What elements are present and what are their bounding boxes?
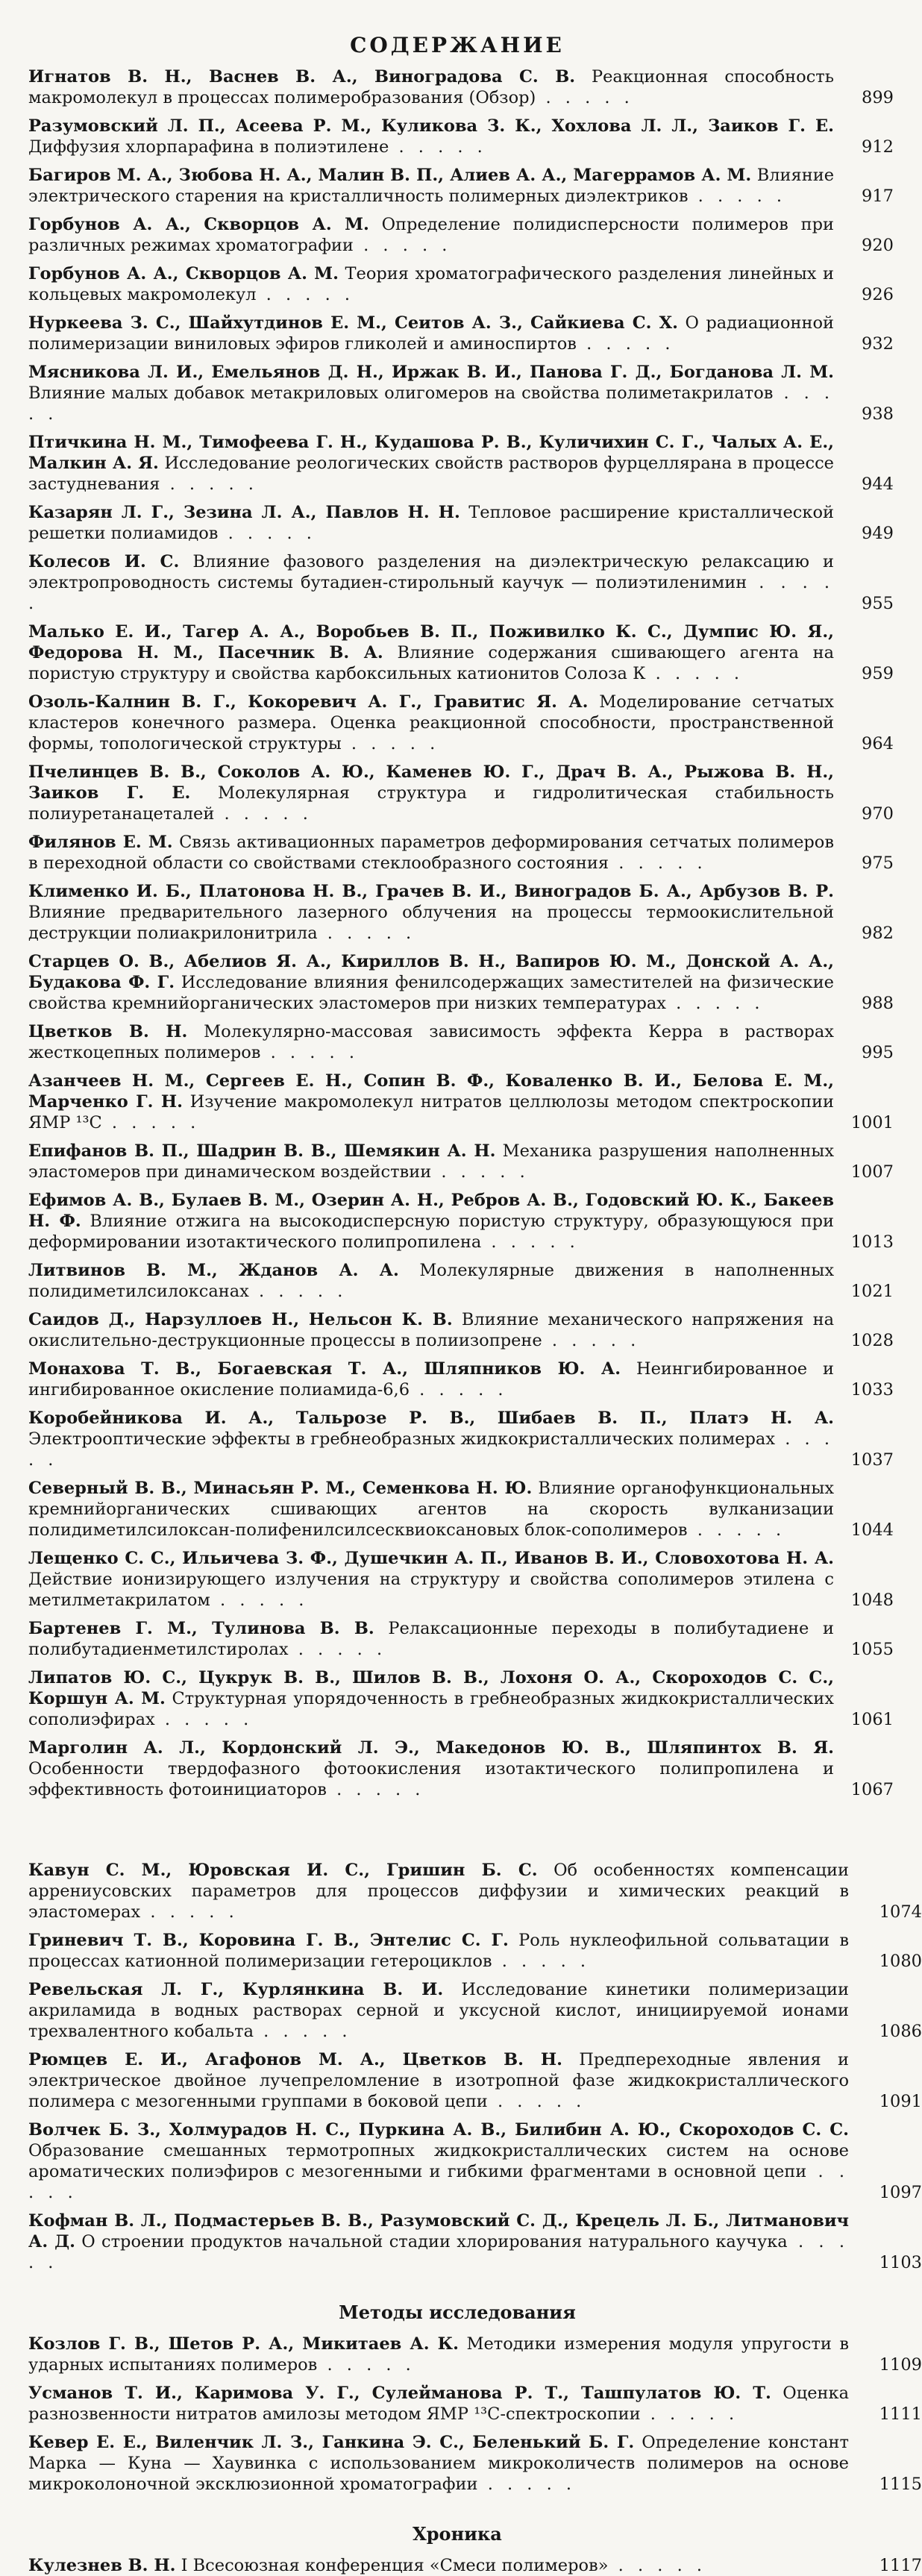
- entry-title: Моделирование сетчатых кластеров конечного размера. Оценка реакционной способности, пространственной формы, топологической структуры: [28, 692, 835, 753]
- entry-authors: Горбунов А. А., Скворцов А. М.: [28, 264, 339, 283]
- entry-title: Теория хроматографического разделения линейных и кольцевых макромолекул: [28, 264, 834, 304]
- entry-page-number: 912: [862, 137, 894, 157]
- entry-page-number: 1115: [879, 2475, 922, 2494]
- toc-entry-text: [28, 1260, 834, 1302]
- entry-authors: Азанчеев Н. М., Сергеев Е. Н., Сопин В. Ф., Коваленко В. И., Белова Е. М., Марченко Г. Н.: [28, 1071, 834, 1112]
- entry-authors: Кавун С. М., Юровская И. С., Гришин Б. С.: [28, 1861, 538, 1880]
- entry-title: Роль нуклеофильной сольватации в процессах катионной полимеризации гетероциклов: [28, 1931, 849, 1971]
- entry-title: Предпереходные явления и электрическое двойное лучепреломление в изотропной фазе жидкокристаллического полимера с мезогенными группами в боковой цепи: [28, 2050, 849, 2111]
- toc-entry-text: [28, 1548, 834, 1611]
- toc-entry-text: [28, 2119, 849, 2203]
- toc-entry: [28, 432, 894, 495]
- leader-dots: . . . . .: [609, 853, 707, 873]
- toc-entry: [28, 1141, 894, 1182]
- toc-entry: [28, 881, 894, 944]
- entry-title: Изучение макромолекул нитратов целлюлозы методом спектроскопии ЯМР ¹³С: [28, 1092, 835, 1132]
- entry-authors: Игнатов В. Н., Васнев В. А., Виноградова С. В.: [28, 67, 576, 87]
- leader-dots: . . . . .: [28, 573, 834, 613]
- toc-entry-text: [28, 362, 834, 424]
- entry-page-number: 949: [862, 524, 894, 543]
- entry-page-number: 1103: [879, 2253, 922, 2272]
- entry-authors: Старцев О. В., Абелиов Я. А., Кириллов В. Н., Вапиров Ю. М., Донской А. А., Будакова Ф. Г.: [28, 952, 834, 992]
- leader-dots: . . . . .: [687, 1520, 786, 1540]
- entry-page-number: 995: [862, 1043, 894, 1062]
- entry-authors: Кофман В. Л., Подмастерьев В. В., Разумовский С. Д., Крецель Л. Б., Литманович А. Д.: [28, 2211, 849, 2251]
- toc-entry-text: [28, 313, 834, 354]
- entry-authors: Монахова Т. В., Богаевская Т. А., Шляпников Ю. А.: [28, 1359, 621, 1379]
- toc-entry-text: [28, 502, 834, 544]
- toc-entry-text: [28, 2432, 849, 2495]
- leader-dots: . . . . .: [492, 1952, 591, 1971]
- entry-title: Влияние органофункциональных кремнийорганических сшивающих агентов на скорость вулканизации полидиметилсилоксан-полифенилсилсесквиоксановых блок-сополимеров: [28, 1479, 835, 1540]
- entry-authors: Багиров М. А., Зюбова Н. А., Малин В. П., Алиев А. А., Магеррамов А. М.: [28, 166, 752, 185]
- entry-authors: Пчелинцев В. В., Соколов А. Ю., Каменев Ю. Г., Драч В. А., Рыжова В. Н., Заиков Г. Е.: [28, 762, 834, 803]
- toc-entry-text: [28, 1021, 834, 1063]
- entry-page-number: 1117: [879, 2556, 922, 2575]
- entry-title: Молекулярно-массовая зависимость эффекта Керра в растворах жесткоцепных полимеров: [28, 1022, 834, 1062]
- entry-authors: Мясникова Л. И., Емельянов Д. Н., Иржак В. И., Панова Г. Д., Богданова Л. М.: [28, 363, 834, 382]
- leader-dots: . . . . .: [542, 1331, 641, 1350]
- toc-entry: [28, 2049, 922, 2112]
- entry-page-number: 920: [862, 236, 894, 255]
- toc-entry-text: [28, 621, 834, 684]
- entry-page-number: 975: [862, 853, 894, 873]
- entry-page-number: 1055: [850, 1640, 894, 1659]
- entry-authors: Казарян Л. Г., Зезина Л. А., Павлов Н. Н.: [28, 503, 460, 522]
- toc-entry-text: [28, 1618, 834, 1660]
- toc-entry-text: [28, 1358, 834, 1400]
- entry-page-number: 1021: [850, 1282, 894, 1301]
- entry-title: Связь активационных параметров деформирования сетчатых полимеров в переходной области со свойствами стеклообразного состояния: [28, 833, 834, 873]
- leader-dots: . . . . .: [536, 88, 634, 107]
- leader-dots: . . . . .: [28, 1429, 835, 1470]
- entry-page-number: 944: [862, 474, 894, 494]
- entry-authors: Саидов Д., Нарзуллоев Н., Нельсон К. В.: [28, 1310, 453, 1329]
- toc-entry: [28, 1930, 922, 1972]
- toc-entry: [28, 165, 894, 207]
- entry-page-number: 1013: [850, 1232, 894, 1252]
- toc-section-main: [28, 66, 894, 1800]
- leader-dots: . . . . .: [410, 1380, 508, 1400]
- toc-entry: [28, 362, 894, 424]
- entry-title: Определение полидисперсности полимеров при различных режимах хроматографии: [28, 215, 834, 255]
- toc-entry-text: [28, 116, 834, 157]
- entry-title: Определение констант Марка — Куна — Хаувинка с использованием микроколичеств полимеров на основе микроколоночной эксклюзионной хроматографии: [28, 2433, 849, 2494]
- toc-entry-text: [28, 951, 834, 1014]
- entry-title: Об особенностях компенсации аррениусовских параметров для процессов диффузии и химических реакций в эластомерах: [28, 1861, 850, 1922]
- entry-page-number: 1007: [850, 1162, 894, 1182]
- entry-title: Релаксационные переходы в полибутадиене и полибутадиенметилстиролах: [28, 1619, 834, 1659]
- entry-title: Действие ионизирующего излучения на структуру и свойства сополимеров этилена с метилметакрилатом: [28, 1570, 834, 1610]
- toc-entry-text: [28, 263, 834, 305]
- entry-authors: Коробейникова И. А., Тальрозе Р. В., Шибаев В. П., Платэ Н. А.: [28, 1408, 834, 1428]
- entry-title: Реакционная способность макромолекул в процессах полимеробразования (Обзор): [28, 67, 834, 107]
- entry-title: Влияние фазового разделения на диэлектрическую релаксацию и электропроводность системы бутадиен-стирольный каучук — полиэтиленимин: [28, 552, 834, 592]
- leader-dots: . . . . .: [210, 1591, 309, 1610]
- toc-entry-text: [28, 762, 834, 824]
- toc-entry: [28, 832, 894, 874]
- toc-entry-text: [28, 66, 834, 108]
- toc-entry: [28, 2210, 922, 2273]
- leader-dots: . . . . .: [101, 1113, 201, 1132]
- leader-dots: . . . . .: [248, 1282, 348, 1301]
- entry-page-number: 955: [862, 594, 894, 613]
- leader-dots: . . . . .: [481, 1232, 580, 1252]
- toc-entry: [28, 1979, 922, 2042]
- toc-entry: [28, 66, 894, 108]
- entry-title: Влияние предварительного лазерного облучения на процессы термоокислительной деструкции полиакрилонитрила: [28, 903, 834, 943]
- leader-dots: . . . . .: [431, 1162, 530, 1182]
- entry-page-number: 932: [862, 334, 894, 354]
- toc-entry: [28, 1408, 894, 1470]
- entry-title: Влияние малых добавок метакриловых олигомеров на свойства полиметакрилатов: [28, 383, 774, 403]
- entry-authors: Колесов И. С.: [28, 552, 180, 571]
- toc-entry: [28, 1190, 894, 1253]
- entry-page-number: 959: [862, 664, 894, 683]
- entry-title: Влияние электрического старения на кристалличность полимерных диэлектриков: [28, 166, 835, 206]
- entry-page-number: 1048: [850, 1591, 894, 1610]
- toc-entry-text: [28, 2049, 849, 2112]
- entry-authors: Козлов Г. В., Шетов Р. А., Микитаев А. К.: [28, 2334, 459, 2354]
- entry-title: Тепловое расширение кристаллической решетки полиамидов: [28, 503, 834, 543]
- toc-entry: [28, 2555, 922, 2576]
- entry-page-number: 1033: [850, 1380, 894, 1400]
- toc-entry: [28, 1860, 922, 1922]
- leader-dots: . . . . .: [688, 187, 787, 206]
- entry-title: Влияние содержания сшивающего агента на пористую структуру и свойства карбоксильных катионитов Солоза К: [28, 643, 834, 683]
- leader-dots: . . . . .: [326, 1780, 425, 1799]
- leader-dots: . . . . .: [160, 474, 258, 494]
- leader-dots: . . . . .: [28, 2232, 849, 2272]
- toc-entry: [28, 263, 894, 305]
- toc-entry-text: [28, 1071, 834, 1133]
- leader-dots: . . . . .: [389, 137, 487, 157]
- toc-entry-text: [28, 832, 834, 874]
- toc-entry-text: [28, 1408, 834, 1470]
- toc-entry-text: [28, 1667, 834, 1730]
- toc-entry-text: [28, 1141, 834, 1182]
- entry-title: Структурная упорядоченность в гребнеобразных жидкокристаллических сополиэфирах: [28, 1689, 834, 1729]
- toc-entry-text: [28, 1190, 834, 1253]
- toc-entry-text: [28, 2383, 849, 2425]
- entry-title: Образование смешанных термотропных жидкокристаллических систем на основе ароматических полиэфиров с мезогенными и гибкими фрагментами в основной цепи: [28, 2141, 849, 2181]
- entry-page-number: 970: [862, 804, 894, 824]
- toc-entry: [28, 214, 894, 256]
- entry-authors: Лещенко С. С., Ильичева З. Ф., Душечкин А. П., Иванов В. И., Словохотова Н. А.: [28, 1549, 834, 1568]
- entry-authors: Рюмцев Е. И., Агафонов М. А., Цветков В. Н.: [28, 2050, 562, 2069]
- toc-entry: [28, 1071, 894, 1133]
- entry-authors: Кевер Е. Е., Виленчик Л. З., Ганкина Э. С., Беленький Б. Г.: [28, 2433, 635, 2452]
- entry-authors: Бартенев Г. М., Тулинова В. В.: [28, 1619, 374, 1638]
- toc-entry: [28, 1737, 894, 1800]
- entry-page-number: 982: [862, 924, 894, 943]
- entry-page-number: 1091: [879, 2092, 922, 2111]
- toc-entry-text: [28, 432, 834, 495]
- leader-dots: . . . . .: [154, 1710, 254, 1729]
- toc-entry-text: [28, 1737, 834, 1800]
- entry-authors: Озоль-Калнин В. Г., Кокоревич А. Г., Гравитис Я. А.: [28, 692, 589, 712]
- toc-entry: [28, 762, 894, 824]
- toc-entry-text: [28, 1478, 834, 1541]
- entry-page-number: 1086: [879, 2022, 922, 2041]
- entry-title: Механика разрушения наполненных эластомеров при динамическом воздействии: [28, 1141, 835, 1182]
- section-gap: [28, 1808, 922, 1860]
- entry-authors: Филянов Е. М.: [28, 833, 173, 852]
- entry-page-number: 1061: [850, 1710, 894, 1729]
- toc-entry-text: [28, 1979, 849, 2042]
- entry-authors: Горбунов А. А., Скворцов А. М.: [28, 215, 369, 234]
- chronicle-heading: Хроника: [413, 2523, 502, 2545]
- leader-dots: . . . . .: [254, 2022, 352, 2041]
- toc-entry: [28, 1618, 894, 1660]
- leader-dots: . . . . .: [608, 2556, 707, 2575]
- toc-title: СОДЕРЖАНИЕ: [350, 33, 565, 57]
- entry-page-number: 1111: [879, 2404, 922, 2424]
- leader-dots: . . . . .: [487, 2092, 586, 2111]
- leader-dots: . . . . .: [28, 2162, 850, 2202]
- entry-title: О строении продуктов начальной стадии хлорирования натурального каучука: [81, 2232, 788, 2251]
- leader-dots: . . . . .: [341, 734, 440, 753]
- entry-page-number: 926: [862, 285, 894, 304]
- entry-title: Исследование реологических свойств растворов фурцеллярана в процессе застудневания: [28, 454, 834, 494]
- toc-entry: [28, 116, 894, 157]
- leader-dots: . . . . .: [477, 2475, 577, 2494]
- entry-authors: Кулезнев В. Н.: [28, 2556, 176, 2575]
- entry-title: Неингибированное и ингибированное окисление полиамида-6,6: [28, 1359, 835, 1400]
- entry-authors: Ревельская Л. Г., Курлянкина В. И.: [28, 1980, 444, 1999]
- toc-entry: [28, 1478, 894, 1541]
- leader-dots: . . . . .: [645, 664, 744, 683]
- entry-title: Оценка разнозвенности нитратов амилозы методом ЯМР ¹³С-спектроскопии: [28, 2384, 849, 2424]
- toc-entry: [28, 1548, 894, 1611]
- toc-entry-text: [28, 1309, 834, 1351]
- leader-dots: . . . . .: [317, 924, 416, 943]
- toc-section-continued: [28, 1860, 922, 2273]
- entry-authors: Цветков В. Н.: [28, 1022, 188, 1041]
- toc-entry: [28, 1667, 894, 1730]
- entry-authors: Разумовский Л. П., Асеева Р. М., Куликова З. К., Хохлова Л. Л., Заиков Г. Е.: [28, 116, 834, 136]
- toc-entry-text: [28, 1860, 849, 1922]
- entry-page-number: 1109: [879, 2355, 922, 2375]
- entry-authors: Ефимов А. В., Булаев В. М., Озерин А. Н., Ребров А. В., Годовский Ю. К., Бакеев Н. Ф.: [28, 1191, 834, 1231]
- toc-entry: [28, 1358, 894, 1400]
- toc-entry: [28, 2432, 922, 2495]
- entry-authors: Птичкина Н. М., Тимофеева Г. Н., Кудашова Р. В., Куличихин С. Г., Чалых А. Е., Малкин А. Я.: [28, 433, 834, 473]
- leader-dots: . . . . .: [666, 994, 765, 1013]
- leader-dots: . . . . .: [576, 334, 675, 354]
- leader-dots: . . . . .: [140, 1902, 239, 1922]
- leader-dots: . . . . .: [260, 1043, 359, 1062]
- entry-authors: Липатов Ю. С., Цукрук В. В., Шилов В. В., Лохоня О. А., Скороходов С. С., Коршун А. М.: [28, 1668, 834, 1708]
- toc-entry-text: [28, 551, 834, 614]
- toc-entry: [28, 1309, 894, 1351]
- leader-dots: . . . . .: [214, 804, 313, 824]
- entry-title: Молекулярная структура и гидролитическая стабильность полиуретанацеталей: [28, 783, 834, 824]
- toc-entry: [28, 1260, 894, 1302]
- entry-page-number: 917: [862, 187, 894, 206]
- entry-page-number: 1097: [879, 2183, 922, 2202]
- entry-authors: Волчек Б. З., Холмурадов Н. С., Пуркина А. В., Билибин А. Ю., Скороходов С. С.: [28, 2120, 849, 2140]
- leader-dots: . . . . .: [28, 383, 834, 424]
- toc-entry-text: [28, 692, 834, 754]
- leader-dots: . . . . .: [353, 236, 452, 255]
- toc-entry: [28, 551, 894, 614]
- toc-entry-text: [28, 214, 834, 256]
- entry-authors: Северный В. В., Минасьян Р. М., Семенкова Н. Ю.: [28, 1479, 533, 1498]
- toc-entry: [28, 2383, 922, 2425]
- entry-title: Исследование влияния фенилсодержащих заместителей на физические свойства кремнийорганических эластомеров при низких температурах: [28, 973, 834, 1013]
- entry-page-number: 988: [862, 994, 894, 1013]
- entry-title: Исследование кинетики полимеризации акриламида в водных растворах серной и уксусной кислот, инициируемой ионами трехвалентного кобальта: [28, 1980, 849, 2041]
- entry-title: О радиационной полимеризации виниловых эфиров гликолей и аминоспиртов: [28, 313, 834, 354]
- entry-authors: Клименко И. Б., Платонова Н. В., Грачев В. И., Виноградов Б. А., Арбузов В. Р.: [28, 882, 834, 901]
- toc-entry: [28, 951, 894, 1014]
- toc-entry-text: [28, 2210, 849, 2273]
- toc-entry-text: [28, 165, 834, 207]
- entry-page-number: 1001: [850, 1113, 894, 1132]
- leader-dots: . . . . .: [218, 524, 316, 543]
- entry-title: I Всесоюзная конференция «Смеси полимеров»: [181, 2556, 609, 2575]
- entry-page-number: 1080: [879, 1952, 922, 1971]
- entry-title: Влияние отжига на высокодисперсную пористую структуру, образующуюся при деформировании изотактического полипропилена: [28, 1212, 835, 1252]
- toc-entry: [28, 1021, 894, 1063]
- entry-authors: Усманов Т. И., Каримова У. Г., Сулейманова Р. Т., Ташпулатов Ю. Т.: [28, 2384, 771, 2403]
- toc-entry: [28, 692, 894, 754]
- methods-heading: Методы исследования: [339, 2301, 576, 2323]
- toc-entry: [28, 2119, 922, 2203]
- entry-title: Молекулярные движения в наполненных полидиметилсилоксанах: [28, 1261, 835, 1301]
- toc-section-methods: [28, 2334, 922, 2495]
- entry-title: Электрооптические эффекты в гребнеобразных жидкокристаллических полимерах: [28, 1429, 776, 1449]
- entry-authors: Литвинов В. М., Жданов А. А.: [28, 1261, 399, 1280]
- entry-page-number: 938: [862, 404, 894, 424]
- leader-dots: . . . . .: [288, 1640, 387, 1659]
- leader-dots: . . . . .: [317, 2355, 415, 2375]
- toc-entry: [28, 2334, 922, 2375]
- toc-entry: [28, 313, 894, 354]
- toc-entry-text: [28, 2334, 849, 2375]
- toc-section-chronicle: [28, 2555, 922, 2576]
- entry-page-number: 899: [862, 88, 894, 107]
- entry-title: Методики измерения модуля упругости в ударных испытаниях полимеров: [28, 2334, 850, 2375]
- entry-page-number: 1044: [850, 1520, 894, 1540]
- entry-page-number: 1067: [850, 1780, 894, 1799]
- toc-entry: [28, 621, 894, 684]
- entry-authors: Марголин А. Л., Кордонский Л. Э., Македонов Ю. В., Шляпинтох В. Я.: [28, 1738, 834, 1758]
- entry-title: Влияние механического напряжения на окислительно-деструкционные процессы в полиизопрене: [28, 1310, 835, 1350]
- toc-entry-text: [28, 881, 834, 944]
- leader-dots: . . . . .: [256, 285, 355, 304]
- entry-authors: Епифанов В. П., Шадрин В. В., Шемякин А. Н.: [28, 1141, 496, 1161]
- entry-page-number: 964: [862, 734, 894, 753]
- entry-title: Особенности твердофазного фотоокисления изотактического полипропилена и эффективность фотоинициаторов: [28, 1759, 834, 1799]
- entry-title: Диффузия хлорпарафина в полиэтилене: [28, 137, 389, 157]
- toc-entry-text: [28, 1930, 849, 1972]
- entry-page-number: 1028: [850, 1331, 894, 1350]
- toc-entry-text: [28, 2555, 849, 2576]
- toc-entry: [28, 502, 894, 544]
- leader-dots: . . . . .: [640, 2404, 739, 2424]
- entry-page-number: 1037: [850, 1450, 894, 1470]
- entry-authors: Малько Е. И., Тагер А. А., Воробьев В. П., Поживилко К. С., Думпис Ю. Я., Федорова Н. М., Пасечник В. А.: [28, 622, 834, 662]
- entry-page-number: 1074: [879, 1902, 922, 1922]
- entry-authors: Гриневич Т. В., Коровина Г. В., Энтелис С. Г.: [28, 1931, 509, 1950]
- entry-authors: Нуркеева З. С., Шайхутдинов Е. М., Сеитов А. З., Сайкиева С. Х.: [28, 313, 678, 333]
